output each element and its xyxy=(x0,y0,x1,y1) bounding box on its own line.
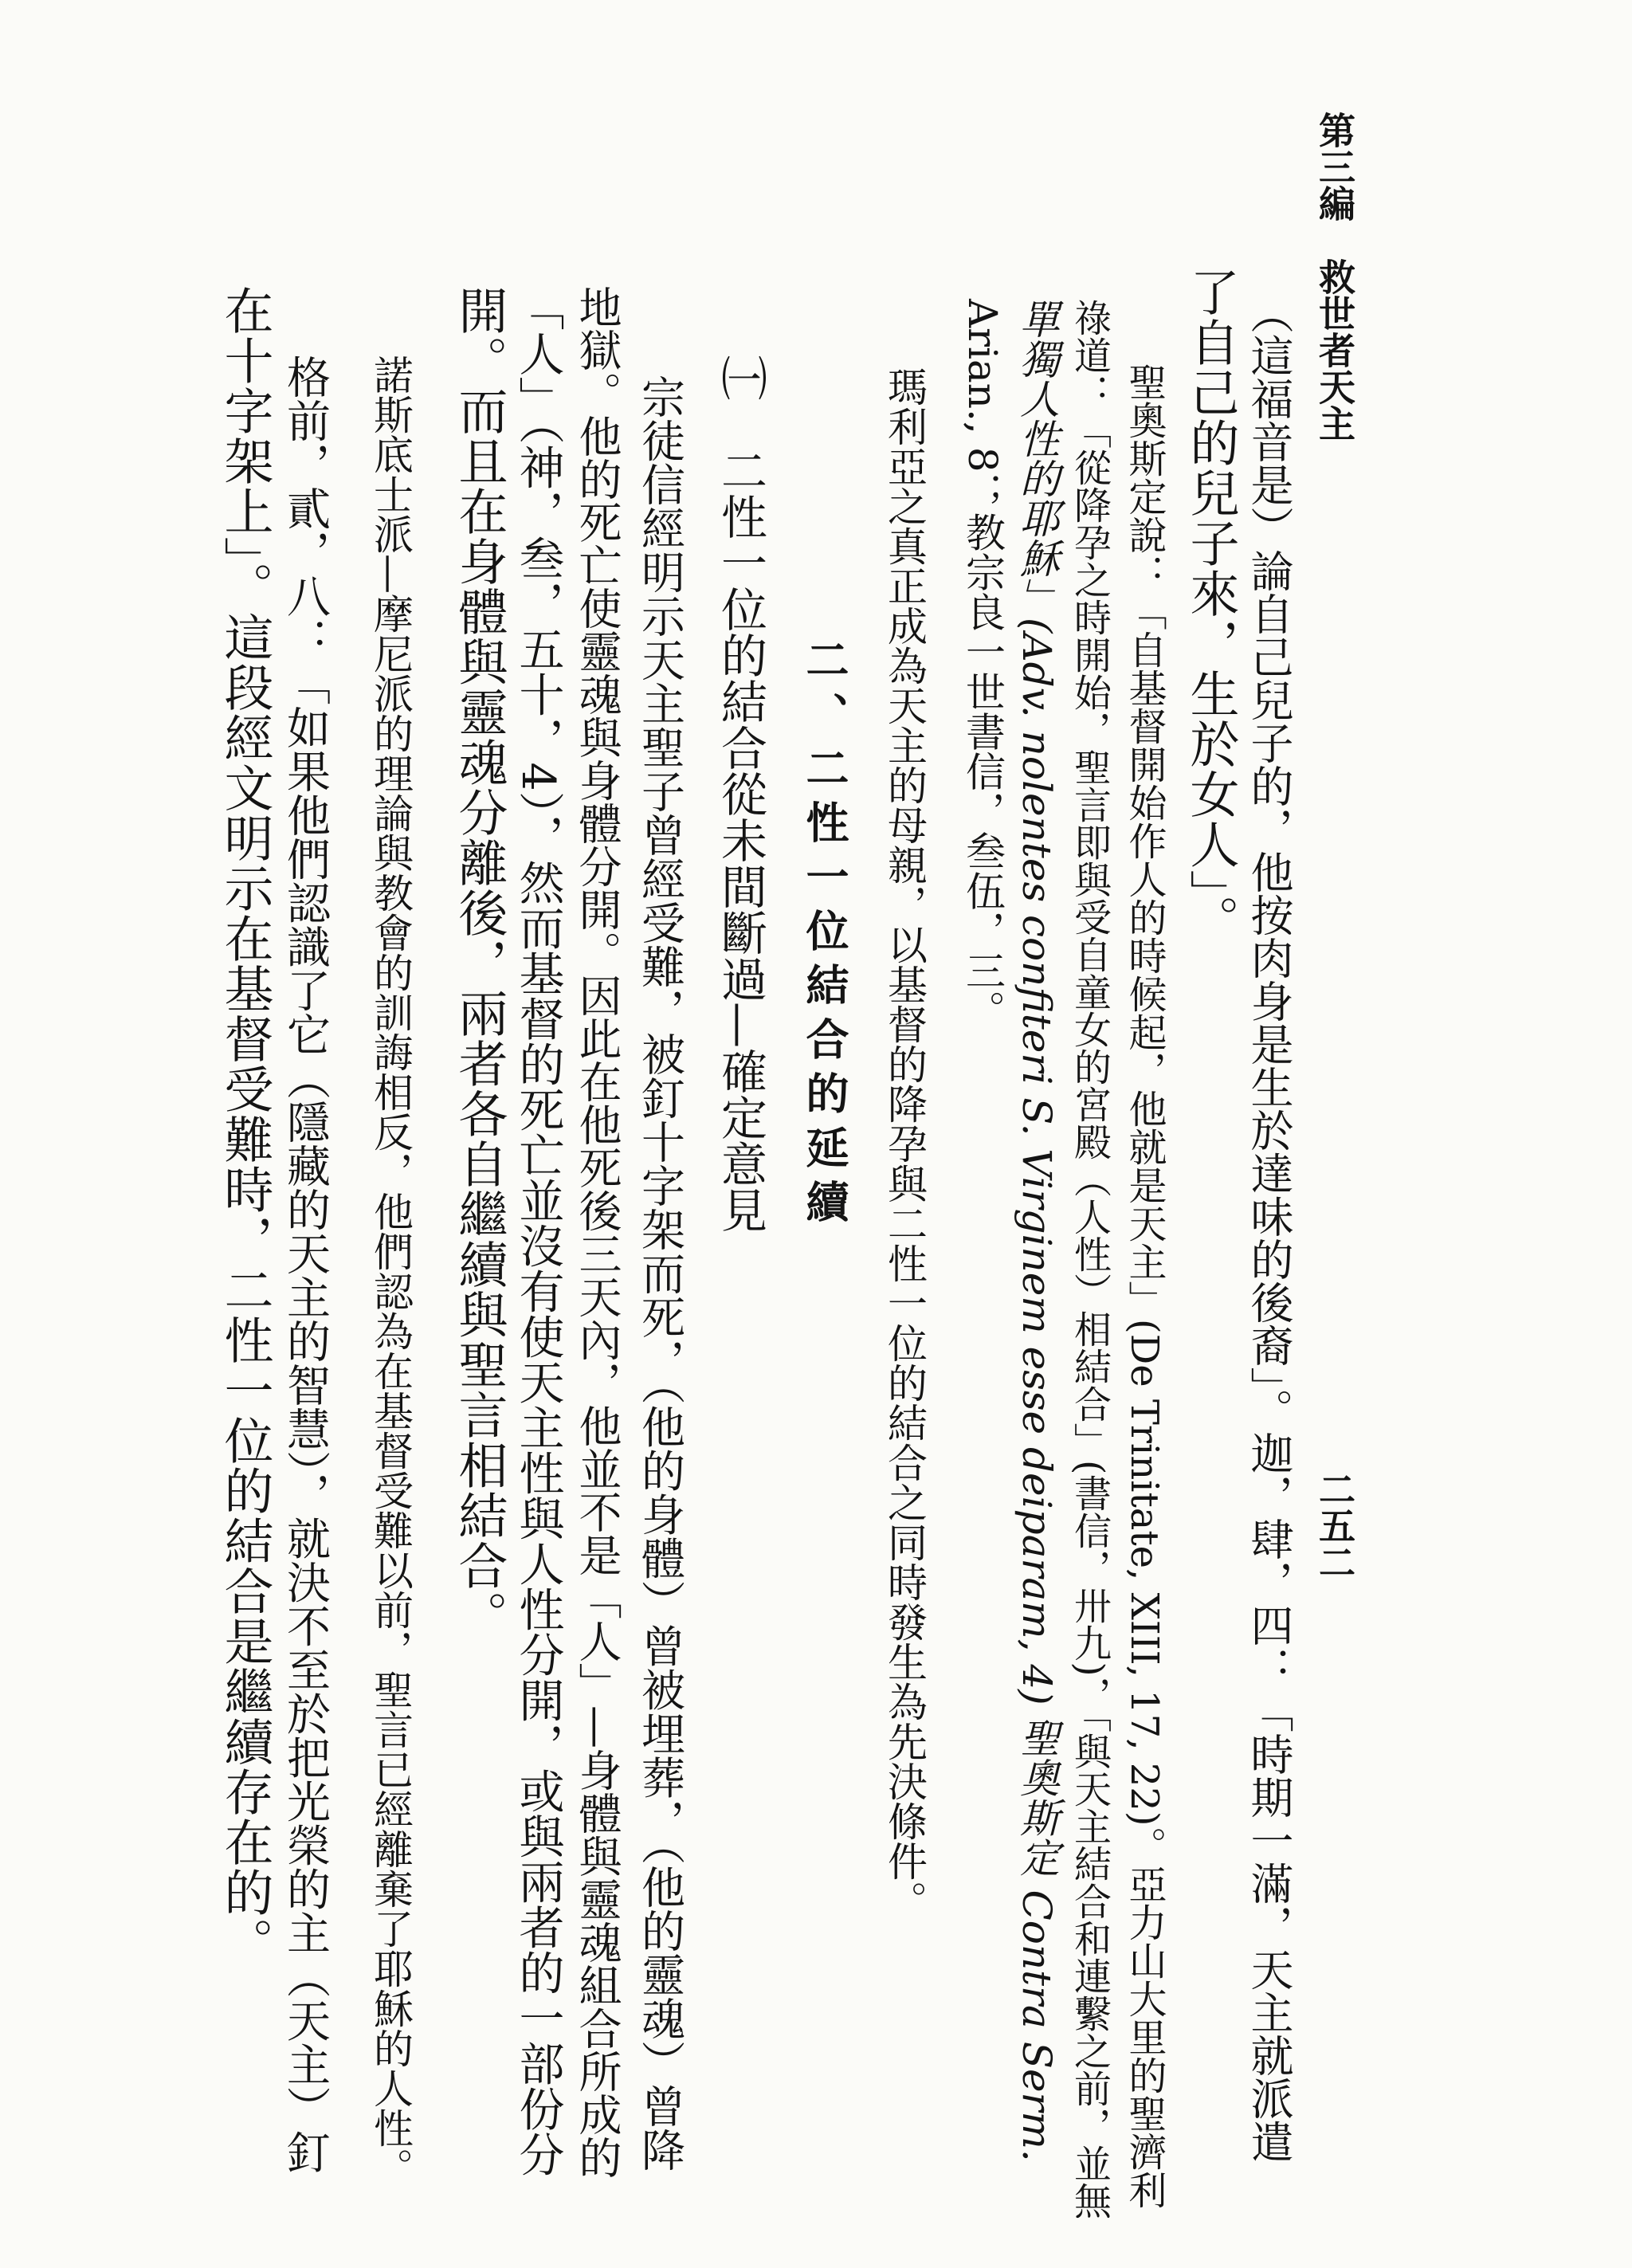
text-line: 聖奧斯定說：「自基督開始作人的時候起，他就是天主」(De Trinitate, XIII, 17, 22)。亞力山大里的聖濟利 xyxy=(1122,363,1167,2209)
page-number: 二五二 xyxy=(1313,1470,1356,1580)
text-line: 「人」（神，叁，五十，4），然而基督的死亡並沒有使天主性與人性分開，或與兩者的一部份分 xyxy=(512,285,564,2177)
section-heading: 二、二性一位結合的延續 xyxy=(799,638,850,1234)
text-line: 祿道：「從降孕之時開始，聖言即與受自童女的宮殿（人性）相結合」(書信，卅九)，「與天主結合和連繫之前，並無 xyxy=(1068,299,1112,2220)
text-line: 開。而且在身體與靈魂分離後，兩者各自繼續與聖言相結合。 xyxy=(450,285,508,1641)
running-title: 第三編 救世者天主 xyxy=(1313,112,1356,441)
text-line: 單獨人性的耶穌」(Adv. nolentes confiteri S. Virginem esse deiparam, 4) 聖奧斯定 Contra Serm. xyxy=(1014,299,1060,2162)
text-line: 在十字架上」。這段經文明示在基督受難時，二性一位的結合是繼續存在的。 xyxy=(216,285,274,1968)
text-line: 格前，貳，八：「如果他們認識了它（隱藏的天主的智慧），就決不至於把光榮的主（天主）釘 xyxy=(280,355,331,2174)
text-line: 地獄。他的死亡使靈魂與身體分開。因此在他死後三天內，他並不是「人」—身體與靈魂組合所成的 xyxy=(572,285,622,2179)
text-line: 諾斯底士派—摩尼派的理論與教會的訓誨相反，他們認為在基督受難以前，聖言已經離棄了耶穌的人性。 xyxy=(367,355,414,2188)
text-line: 宗徒信經明示天主聖子曾經受難，被釘十字架而死，（他的身體）曾被埋葬，（他的靈魂）曾降 xyxy=(634,375,685,2172)
text-line: 瑪利亞之真正成為天主的母親，以基督的降孕與二性一位的結合之同時發生為先決條件。 xyxy=(881,367,928,1921)
text-line: Arian., 8；教宗良一世書信，叁伍，三。 xyxy=(959,299,1006,1030)
text-line: 了自己的兒子來，生於女人」。 xyxy=(1182,267,1240,945)
subsection-heading: ㈠ 二性一位的結合從未間斷過—確定意見 xyxy=(713,355,767,1233)
text-line: （這福音是）論自己兒子的，他按肉身是生於達味的後裔」。迦，肆，四：「時期一滿，天主就派遣 xyxy=(1244,291,1294,2163)
